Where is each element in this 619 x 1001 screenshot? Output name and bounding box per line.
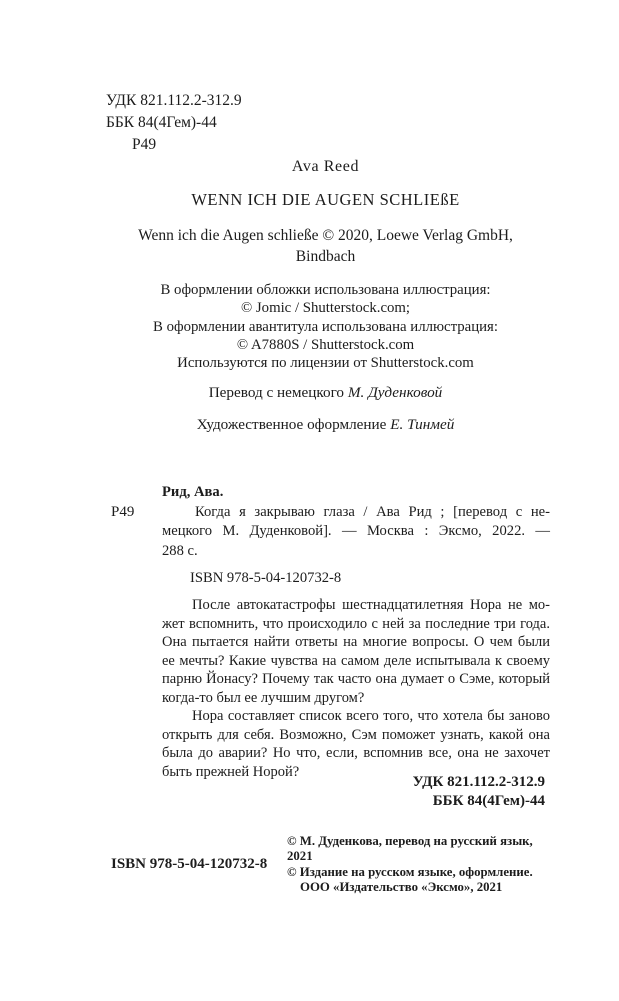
- illustration-credits-block: [105, 281, 546, 372]
- udk-code: УДК 821.112.2-312.9: [106, 92, 242, 109]
- catalog-author-sign: Р49: [111, 504, 135, 520]
- credit-line: © Jomic / Shutterstock.com;: [240, 300, 411, 317]
- credit-line: В оформлении обложки использована иллюстрация:: [160, 282, 491, 298]
- catalog-entry: [162, 483, 550, 561]
- catalog-author: Рид, Ава.: [162, 484, 224, 500]
- annotation-line: После автокатастрофы шестнадцатилетняя Нора не мо-: [192, 597, 550, 613]
- top-classification-block: [106, 90, 242, 156]
- original-copyright-line: Bindbach: [295, 247, 356, 265]
- translation-credit: [105, 384, 546, 402]
- credit-line: Используются по лицензии от Shutterstock.com: [177, 355, 474, 372]
- annotation-block: [162, 596, 550, 781]
- original-copyright-line: Wenn ich die Augen schließe © 2020, Loewe Verlag GmbH,: [138, 227, 513, 244]
- footer-copyright-line: ООО «Издательство «Эксмо», 2021: [300, 879, 503, 894]
- catalog-entry-line: Когда я закрываю глаза / Ава Рид ; [перевод с не-: [195, 503, 550, 520]
- credit-line: © A7880S / Shutterstock.com: [236, 336, 415, 353]
- bottom-classification-block: [413, 773, 545, 810]
- catalog-entry-line: мецкого М. Дуденковой]. — Москва : Эксмо, 2022. —: [162, 523, 550, 540]
- isbn-catalog: ISBN 978-5-04-120732-8: [190, 570, 342, 586]
- annotation-line: парню Йонасу? Почему так часто она думает о Сэме, который: [162, 671, 550, 687]
- translation-credit-prefix: Перевод с немецкого: [208, 384, 348, 401]
- catalog-entry-line: 288 с.: [162, 542, 198, 559]
- footer-copyright-block: [287, 834, 557, 895]
- annotation-line: открыть для себя. Возможно, Сэм поможет узнать, какой она: [162, 726, 550, 743]
- bbk-code: ББК 84(4Гем)-44: [106, 114, 217, 131]
- annotation-line: ее мечты? Какие чувства на самом деле испытывала к своему: [162, 652, 550, 669]
- design-credit: [105, 416, 546, 434]
- design-credit-prefix: Художественное оформление: [196, 416, 391, 433]
- annotation-line: Нора составляет список всего того, что хотела бы заново: [192, 708, 550, 724]
- footer-copyright-line: © Издание на русском языке, оформление.: [287, 864, 533, 879]
- annotation-line: жет вспомнить, что происходило с ней за последние три года.: [162, 615, 550, 632]
- bbk-code-bottom: ББК 84(4Гем)-44: [432, 792, 545, 809]
- original-author: Ava Reed: [291, 158, 360, 175]
- annotation-line: была до аварии? Но что, если, вспомнив все, она не захочет: [162, 745, 550, 761]
- translator-name: М. Дуденковой: [347, 384, 443, 401]
- annotation-line: быть прежней Норой?: [162, 763, 300, 780]
- original-title: WENN ICH DIE AUGEN SCHLIEßE: [191, 190, 460, 209]
- isbn-footer: ISBN 978-5-04-120732-8: [111, 856, 268, 872]
- annotation-line: Она пытается найти ответы на многие вопросы. О чем были: [162, 634, 550, 650]
- designer-name: Е. Тинмей: [390, 416, 455, 433]
- annotation-line: когда-то был ее лучшим другом?: [162, 689, 365, 706]
- original-copyright-block: [105, 226, 546, 267]
- footer-copyright-line: © М. Дуденкова, перевод на русский язык, 2021: [287, 834, 533, 864]
- author-sign-code: Р49: [132, 136, 157, 153]
- credit-line: В оформлении авантитула использована иллюстрация:: [153, 318, 498, 335]
- udk-code-bottom: УДК 821.112.2-312.9: [412, 774, 545, 790]
